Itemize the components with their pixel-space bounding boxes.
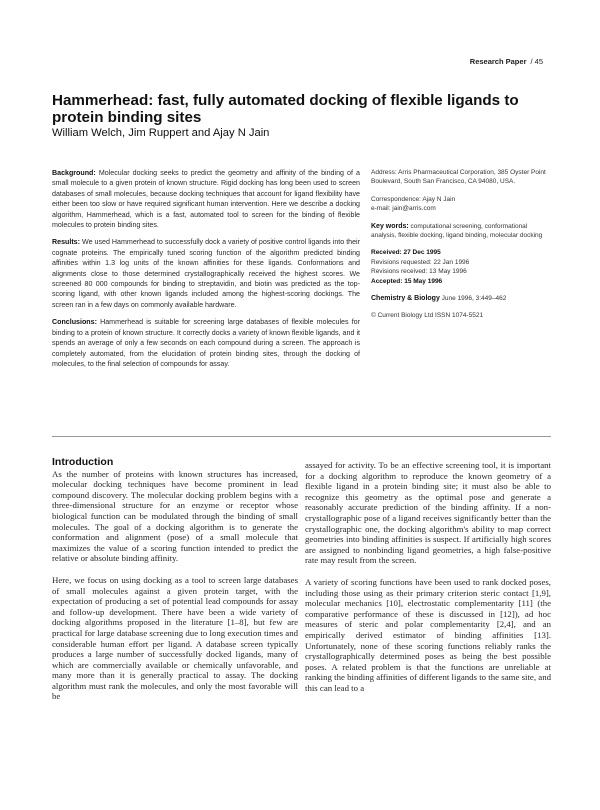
- conclusions-label: Conclusions:: [52, 318, 97, 327]
- abstract-conclusions: Conclusions: Hammerhead is suitable for screening large databases of flexible molecules for binding to a protein of known structure. It correctly docks a variety of known flexible ligands, and it spends an average of only a few seconds on each compound during a screen. The approach is completely automated, from the elucidation of protein binding sites, through the docking of molecules, to the final selection of compounds for assay.: [52, 318, 360, 368]
- body-paragraph: As the number of proteins with known structures has increased, molecular docking techniques have become prominent in lead compound discovery. The molecular docking problem begins with a three-dimensional structure for an enzyme or receptor whose biological function can be modulated through the binding of small molecules. The goal of a docking algorithm is to generate the conformation and alignment (pose) of a small molecule that maximizes the value of a scoring function intended to predict the relative or absolute binding affinity.: [52, 468, 298, 564]
- introduction-heading: Introduction: [52, 456, 114, 468]
- keywords: Key words: computational screening, conformational analysis, flexible docking, ligand binding, molecular docking: [371, 222, 543, 240]
- author-list: William Welch, Jim Ruppert and Ajay N Jain: [52, 127, 270, 139]
- abstract: [52, 168, 360, 376]
- body-paragraph: Here, we focus on using docking as a tool to screen large databases of small molecules against a given protein target, with the expectation of producing a set of potential lead compounds for assay and follow-up development. There have been a wide variety of docking algorithms proposed in the literature [1–8], but few are practical for large database screening due to long execution times and considerable human effort per ligand. A database screen typically produces a large number of successfully docked ligands, many of which are commercially available or chemically unfavorable, and many more than it is generally practical to assay. The docking algorithm must rank the molecules, and only the most favorable will be: [52, 574, 298, 702]
- body-paragraph: assayed for activity. To be an effective screening tool, it is important for a docking algorithm to reproduce the known geometry of a flexible ligand in a protein binding site; it must also be able to recognize this geometry as the optimal pose and generate a reasonably accurate prediction of the binding affinity. If a non-crystallographic pose of a ligand receives significantly better than the crystallographic one, the docking algorithm's ability to map correct geometries into binding affinities is suspect. If artificially high scores are assigned to nonbinding ligand geometries, a high false-positive rate may result from the screen.: [305, 460, 551, 566]
- journal-citation: Chemistry & Biology June 1996, 3:449–462: [371, 295, 507, 303]
- email-address: e-mail: jain@arris.com: [371, 205, 436, 213]
- running-header: [470, 57, 543, 66]
- author-address: Address: Arris Pharmaceutical Corporation, 385 Oyster Point Boulevard, South San Francisco, CA 94080, USA.: [371, 169, 546, 186]
- section-divider: [52, 436, 551, 437]
- article-title: Hammerhead: fast, fully automated docking of flexible ligands to protein binding sites: [52, 92, 519, 126]
- body-column-right: [305, 460, 551, 704]
- article-info-sidebar: [371, 168, 551, 329]
- abstract-background: Background: Molecular docking seeks to predict the geometry and affinity of the binding of a small molecule to a given protein of known structure. Rigid docking has long been used to screen databases of small molecules, because docking techniques that account for ligand flexibility have either been too slow or have required significant human intervention. Here we describe a docking algorithm, Hammerhead, which is a fast, automated tool to screen for the binding of flexible molecules to protein binding sites.: [52, 169, 360, 230]
- body-paragraph: A variety of scoring functions have been used to rank docked poses, including those using as their primary criterion steric contact [1,9], molecular mechanics [10], electrostatic complementarity [11] (the comparative performance of these is discussed in [12]), ad hoc measures of steric and polar complementarity [2,4], and an empirically derived estimator of binding affinities [13]. Unfortunately, none of these scoring functions reliably ranks the crystallographically determined poses as being the best possible poses. A related problem is that the functions are unreliable at ranking the binding affinities of different ligands to the same site, and this can lead to a: [305, 576, 551, 693]
- section-label: Research Paper: [469, 57, 527, 66]
- background-label: Background:: [52, 169, 96, 177]
- abstract-results: Results: We used Hammerhead to successfully dock a variety of positive control ligands into their cognate proteins. The empirically tuned scoring function of the algorithm predicted binding affinities within 1.3 log units of the known affinities for these ligands. Conformations and alignments close to those determined crystallographically received the highest scores. We screened 80 000 compounds for binding to streptavidin, and biotin was predicted as the top-scoring ligand, with other known ligands included among the highest-scoring dockings. The screen ran in a few days on commonly available hardware.: [52, 238, 360, 309]
- page-number: / 45: [530, 57, 543, 66]
- copyright-notice: © Current Biology Ltd ISSN 1074-5521: [371, 312, 484, 320]
- body-column-left: [52, 457, 298, 713]
- correspondence: Correspondence: Ajay N Jain e-mail: jain@arris.com: [371, 195, 551, 214]
- publication-dates: Received: 27 Dec 1995 Revisions requested: 22 Jan 1996 Revisions received: 13 May 1996 Accepted: 15 May 1996: [371, 249, 470, 285]
- results-label: Results:: [52, 238, 80, 247]
